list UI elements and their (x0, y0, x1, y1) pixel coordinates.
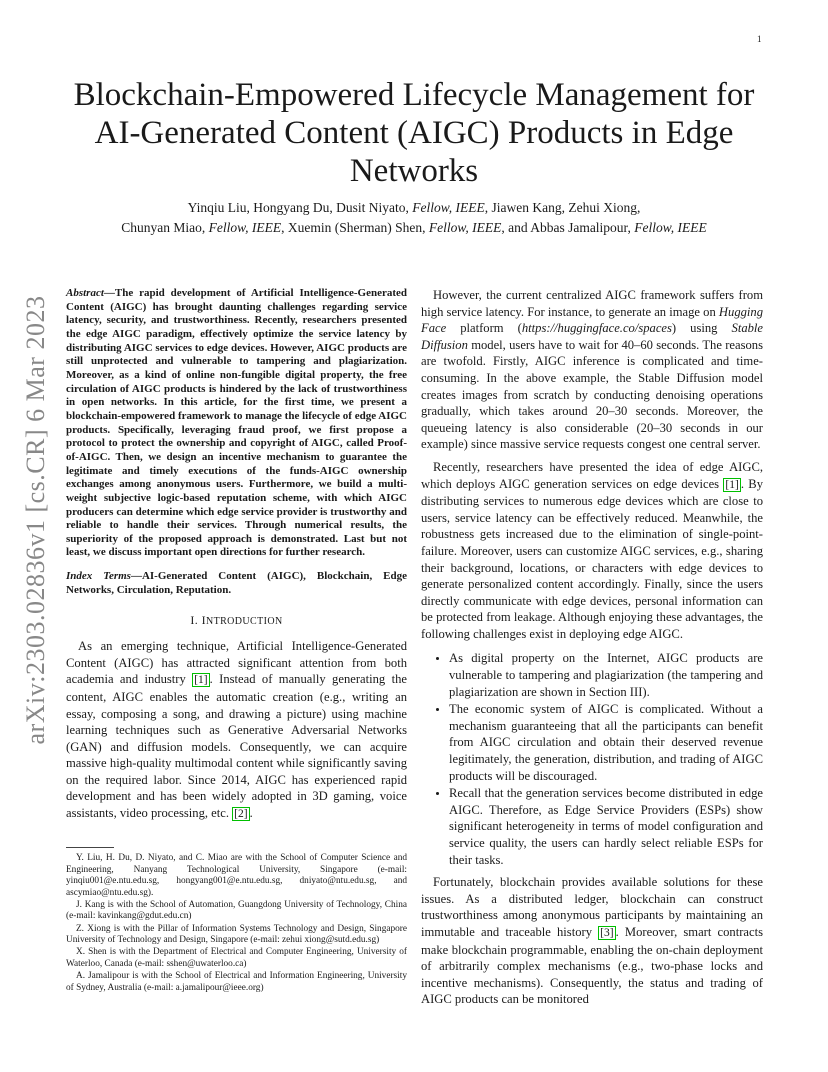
p2-text-b: . By distributing services to numerous edge devices which are close to users, service latency can be effectively reduced. Meanwhile, the robustness gets increased due to the elimination of single-point-failure. Moreover, users can customize AIGC services, e.g., sharing their background, locations, or characters with edge devices to generate personalized content accordingly. Finally, since the users directly communicate with edge devices, personal information can be protected from leakage. Although enjoying these advantages, the following challenges exist in deploying edge AIGC. (421, 476, 763, 641)
p1-text-c: ) using (671, 321, 732, 336)
p3-text-b: . Moreover, smart contracts make blockchain programmable, enabling the on-chain deployment of arbitrarily complex mechanisms (e.g., two-phase locks and incentive mechanisms). Consequently, the status and trading of AIGC products can be monitored (421, 924, 764, 1007)
page-number: 1 (757, 34, 762, 44)
fellow-label: Fellow, IEEE (208, 220, 282, 235)
p2-text-a: Recently, researchers have presented the idea of edge AIGC, which deploys AIGC generation services on edge devices (421, 459, 763, 491)
author-list (40, 198, 788, 238)
fellow-label: Fellow, IEEE (428, 220, 502, 235)
citation-link[interactable]: [3] (600, 926, 614, 939)
intro-text-a: As an emerging technique, Artificial Intelligence-Generated Content (AIGC) has attracted significant attention from both academia and industry (66, 639, 407, 687)
p1-text-b: platform ( (446, 321, 522, 336)
footnote: Y. Liu, H. Du, D. Niyato, and C. Miao are with the School of Computer Science and Engineering, Nanyang Technological University, Singapore (e-mail: yinqiu001@e.ntu.edu.sg, hongyang001@e.ntu.edu.sg, dniyato@ntu.edu.sg, and ascymiao@ntu.edu.sg). (66, 853, 407, 898)
authors-line2-b: , Xuemin (Sherman) Shen, (281, 220, 429, 235)
list-item: • The economic system of AIGC is complicated. Without a mechanism guaranteeing that all the participants can benefit from AIGC circulation and obtain their deserved revenue legitimately, the generation, distribution, and trading of AIGC products will be discouraged. (449, 701, 763, 784)
abstract (66, 287, 407, 560)
footnote-rule (66, 847, 114, 848)
p3-text-a: Fortunately, blockchain provides available solutions for these issues. As a distributed ledger, blockchain can construct trustworthiness among anonymous participants by maintaining an immutable and traceable history (421, 875, 763, 939)
body-paragraph (421, 287, 763, 453)
index-terms-text: —AI-Generated Content (AIGC), Blockchain, Edge Networks, Circulation, Reputation. (66, 570, 407, 596)
footnote: X. Shen is with the Department of Electrical and Computer Engineering, University of Waterloo, Canada (e-mail: sshen@uwaterloo.ca) (66, 947, 407, 969)
authors-line2-c: , and Abbas Jamalipour, (501, 220, 635, 235)
arxiv-identifier: arXiv:2303.02836v1 [cs.CR] 6 Mar 2023 (21, 295, 50, 745)
p1-text-d: model, users have to wait for 40–60 seconds. The reasons are twofold. Firstly, AIGC inference is complicated and time-consuming. In the above example, the Stable Diffusion model creates images from scratch by conducting denoising operations gradually, which takes around 20–30 seconds. Moreover, the queueing latency is also considerable (20–30 seconds in our example) since massive service requests congest one central server. (421, 337, 763, 452)
p1-text-a: However, the current centralized AIGC framework suffers from high service latency. For instance, to generate an image on (421, 288, 763, 319)
body-paragraph (421, 459, 763, 643)
citation-link[interactable]: [1] (725, 478, 739, 491)
body-paragraph (421, 874, 763, 1008)
huggingface-url[interactable]: https://huggingface.co/spaces (521, 321, 672, 336)
citation-link[interactable]: [1] (194, 674, 208, 687)
footnote: J. Kang is with the School of Automation, Guangdong University of Technology, China (e-mail: kavinkang@gdut.edu.cn) (66, 899, 407, 922)
section-heading-introduction (66, 612, 407, 631)
left-column (66, 287, 407, 823)
abstract-lead: Abstract (66, 287, 104, 299)
stable-diffusion-term: Stable Diffusion (421, 321, 764, 352)
right-column (421, 287, 763, 1008)
index-terms (66, 570, 407, 597)
fellow-label: Fellow, IEEE (634, 220, 707, 235)
footnote: Z. Xiong is with the Pillar of Information Systems Technology and Design, Singapore University of Technology and Design, Singapore (e-mail: zehui xiong@sutd.edu.sg) (66, 923, 407, 946)
section-numeral: I. (190, 612, 202, 627)
authors-line1-a: Yinqiu Liu, Hongyang Du, Dusit Niyato, (187, 200, 413, 215)
index-terms-lead: Index Terms (66, 570, 131, 583)
abstract-text: —The rapid development of Artificial Intelligence-Generated Content (AIGC) has brought daunting challenges regarding service latency, security, and trustworthiness. Recently, researchers presented the edge AIGC paradigm, effectively optimize the service latency by distributing AIGC services to edge devices. However, AIGC products are still unprotected and vulnerable to tampering and plagiarization. Moreover, as a kind of online non-fungible digital property, the free circulation of AIGC products is hindered by the lack of trustworthiness in open networks. In this article, for the first time, we present a blockchain-empowered framework to manage the lifecycle of edge AIGC products. Specifically, leveraging fraud proof, we first propose a protocol to protect the ownership and copyright of AIGC, called Proof-of-AIGC. Then, we design an incentive mechanism to guarantee the legitimate and timely executions of the funds-AIGC ownership exchanges among anonymous users. Furthermore, we build a multi-weight subjective logic-based reputation scheme, with which AIGC producers can determine which edge service provider is trustworthy and reliable to handle their services. Through numerical results, the superiority of the proposed approach is demonstrated. Last but not least, we discuss important open directions for further research. (66, 287, 407, 559)
authors-line1-b: , Jiawen Kang, Zehui Xiong, (484, 200, 641, 215)
authors-line2-a: Chunyan Miao, (121, 220, 209, 235)
paper-title: Blockchain-Empowered Lifecycle Management for AI-Generated Content (AIGC) Products in Edge Networks (73, 77, 755, 189)
list-item: • As digital property on the Internet, AIGC products are vulnerable to tampering and plagiarization (the tampering and plagiarization are shown in Section III). (449, 650, 763, 700)
list-item: • Recall that the generation services become distributed in edge AIGC. Therefore, as Edge Service Providers (ESPs) show significant heterogeneity in terms of model configuration and service quality, the users can hardly select reliable ESPs for their tasks. (449, 785, 763, 868)
footnotes (66, 853, 407, 995)
footnote: A. Jamalipour is with the School of Electrical and Information Engineering, University of Sydney, Australia (e-mail: a.jamalipour@ieee.org) (66, 970, 407, 993)
fellow-label: Fellow, IEEE (412, 200, 485, 215)
intro-text-c: . (249, 806, 253, 821)
challenge-list (421, 650, 763, 868)
citation-link[interactable]: [2] (234, 808, 248, 821)
section-title-rest: NTRODUCTION (205, 615, 283, 627)
intro-text-b: . Instead of manually generating the content, AIGC enables the automatic creation (e.g., writing an essay, composing a song, and drawing a picture) using machine learning techniques such as Generative Adversarial Networks (GAN) and diffusion models. Consequently, we can acquire massive high-quality multimodal content while significantly saving on the required labor. Since 2014, AIGC has experienced rapid development and has been widely adopted in 3D gaming, voice assistants, video processing, etc. (66, 672, 407, 821)
section-initial: I (201, 612, 206, 627)
intro-paragraph (66, 638, 407, 823)
hugging-face-term: Hugging Face (421, 304, 763, 336)
